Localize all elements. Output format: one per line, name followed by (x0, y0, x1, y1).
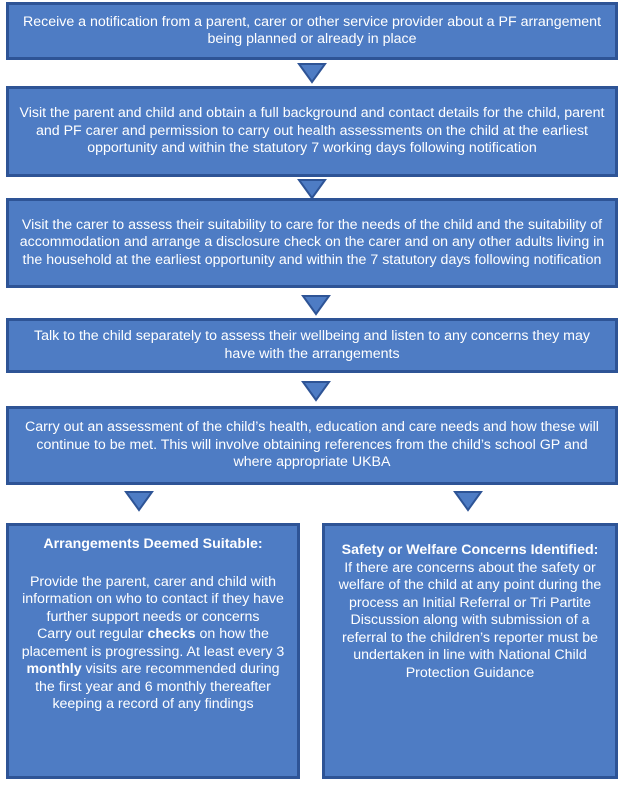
arrow-down-left-icon (124, 490, 154, 512)
para-2-bold-monthly: monthly (26, 661, 82, 677)
outcome-suitable-title: Arrangements Deemed Suitable: (43, 536, 263, 552)
step-5-text: Carry out an assessment of the child’s health, education and care needs and how these will continue to be met. This will involve obtaining references from the child’s school GP and where appropriate UKBA (25, 419, 599, 471)
arrow-down-icon (301, 294, 331, 316)
step-talk-to-child (6, 318, 618, 373)
para-2-bold-checks: checks (147, 626, 196, 642)
para-2-text-e: visits are recommended during the first year and 6 monthly thereafter keeping a record of any findings (35, 661, 280, 712)
step-2-text: Visit the parent and child and obtain a full background and contact details for the child, parent and PF carer and permission to carry out health assessments on the child at the earliest opportunity and within the statutory 7 working days following notification (19, 105, 605, 157)
step-3-text: Visit the carer to assess their suitability to care for the needs of the child and the suitability of accommodation and arrange a disclosure check on the carer and on any other adults living in the household at the earliest opportunity and within the 7 statutory days following notification (19, 216, 605, 268)
step-visit-parent-child (6, 86, 618, 177)
outcome-suitable-box (6, 523, 300, 779)
step-visit-carer (6, 198, 618, 288)
arrow-down-right-icon (453, 490, 483, 512)
outcome-suitable-para-2 (17, 626, 289, 714)
step-assess-needs (6, 406, 618, 485)
arrow-down-icon (297, 62, 327, 84)
step-receive-notification (6, 2, 618, 60)
para-2-text-a: Carry out regular (37, 626, 148, 642)
para-2-text-c: on how the placement is progressing. At least every 3 (21, 626, 285, 660)
outcome-concerns-body: If there are concerns about the safety or welfare of the child at any point during the process an Initial Referral or Tri Partite Discussion along with submission of a referral to the children’s reporter must be undertaken in line with National Child Protection Guidance (338, 559, 602, 681)
outcome-concerns-title: Safety or Welfare Concerns Identified: (341, 542, 599, 558)
outcome-suitable-para-1: Provide the parent, carer and child with information on who to contact if they have further support needs or concerns (22, 573, 284, 625)
arrow-down-icon (301, 380, 331, 402)
step-4-text: Talk to the child separately to assess their wellbeing and listen to any concerns they may have with the arrangements (34, 328, 590, 362)
step-1-text: Receive a notification from a parent, carer or other service provider about a PF arrangement being planned or already in place (22, 13, 602, 47)
outcome-concerns-box (322, 523, 618, 779)
arrow-down-icon (297, 178, 327, 200)
